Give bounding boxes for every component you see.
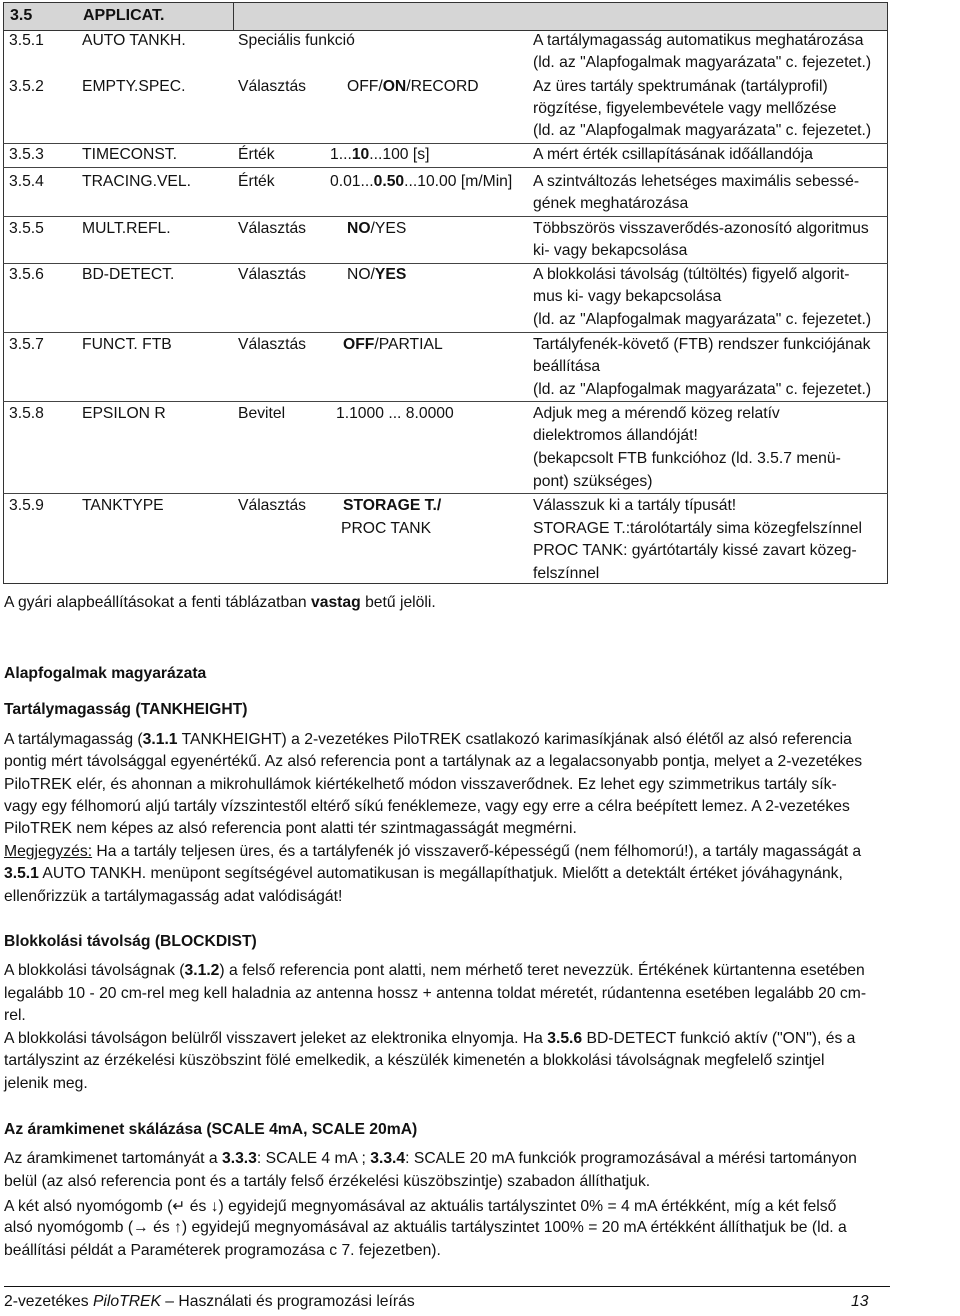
row-number: 3.5.1 [9,32,44,49]
row-value: STORAGE T./ [343,497,442,514]
row-desc-line: dielektromos állandóját! [533,427,698,444]
row-desc-line: A tartálymagasság automatikus meghatározása [533,32,864,49]
row-kind: Érték [238,173,275,190]
row-desc-line: A mért érték csillapításának időállandója [533,146,813,163]
section-number: 3.5 [10,7,33,24]
row-kind: Választás [238,220,307,237]
paragraph-line: alsó nyomógomb (→ és ↑) egyidejű megnyomásával az aktuális tartályszintet 100% = 20 mA értékként állíthatjuk be (ld. a [4,1219,847,1236]
row-divider [3,167,888,168]
paragraph-line: vagy egy félhomorú aljú tartály vízszintestől eltérő síkú fenéklemeze, vagy egy erre a célra beépített lemez. A 2-vezetékes [4,798,850,815]
row-desc-line: felszínnel [533,565,600,582]
row-number: 3.5.4 [9,173,44,190]
paragraph-line: jelenik meg. [4,1075,88,1092]
row-value-line2: PROC TANK [341,520,432,537]
row-name: FUNCT. FTB [82,336,172,353]
row-divider [3,332,888,333]
footer-title: 2-vezetékes PiloTREK – Használati és programozási leírás [4,1293,415,1310]
paragraph-line: A blokkolási távolságnak (3.1.2) a felső referencia pont alatti, nem mérhető teret nevezzük. Értékének kürtantenna esetében [4,962,865,979]
paragraph-line: A két alsó nyomógomb (↵ és ↓) egyidejű megnyomásával az aktuális tartályszintet 0% = 4 mA értékként, míg a két felső [4,1198,837,1215]
paragraph-line: tartályszint az érzékelési küszöbszint fölé emelkedik, a készülék kimenetén a blokkolási távolságnak megfelelő szintjel [4,1052,825,1069]
row-number: 3.5.3 [9,146,44,163]
paragraph-line: Az áramkimenet tartományát a 3.3.3: SCALE 4 mA ; 3.3.4: SCALE 20 mA funkciók programozásával a mérési tartományon [4,1150,857,1167]
paragraph-line: ellenőrizzük a tartálymagasság adat valódiságát! [4,888,343,905]
page-number: 13 [851,1293,869,1310]
row-desc-line: PROC TANK: gyártótartály kissé zavart közeg- [533,542,857,559]
row-desc-line: Többszörös visszaverődés-azonosító algoritmus [533,220,869,237]
paragraph-line: belül (az alsó referencia pont és a tartály felső érzékelési küszöbszintje) szabadon állíthatjuk. [4,1173,651,1190]
paragraph-line: A blokkolási távolságon belülről visszavert jeleket az elektronika elnyomja. Ha 3.5.6 BD-DETECT funkció aktív ("ON"), és a [4,1030,856,1047]
tankheight-heading: Tartálymagasság (TANKHEIGHT) [4,701,248,718]
paragraph-line: beállítási példát a Paraméterek programozása c 7. fejezetben). [4,1242,441,1259]
row-divider [3,216,888,217]
row-desc-line: gének meghatározása [533,195,689,212]
paragraph-line: legalább 10 - 20 cm-rel meg kell haladnia az antenna hossz + antenna toldat méretét, rúdantenna esetében legalább 20 cm- [4,985,867,1002]
section-title: APPLICAT. [83,7,165,24]
paragraph-line: PiloTREK nem képes az alsó referencia pont alatti tér szintmagasságát megmérni. [4,820,577,837]
row-number: 3.5.5 [9,220,44,237]
row-desc-line: (ld. az "Alapfogalmak magyarázata" c. fejezetet.) [533,311,872,328]
row-desc-line: beállítása [533,358,601,375]
row-kind: Bevitel [238,405,286,422]
row-value: NO/YES [347,266,407,283]
row-name: EMPTY.SPEC. [82,78,186,95]
row-desc-line: (ld. az "Alapfogalmak magyarázata" c. fejezetet.) [533,122,872,139]
scale-heading: Az áramkimenet skálázása (SCALE 4mA, SCALE 20mA) [4,1121,418,1138]
paragraph-line: PiloTREK elér, és ahonnan a mikrohullámok kiértékelhető módon visszaverődnek. Ez lehet egy szimmetrikus tartály sík- [4,776,837,793]
row-desc-line: STORAGE T.:tárolótartály sima közegfelszínnel [533,520,862,537]
table-title-row [3,2,888,31]
row-kind: Választás [238,78,307,95]
table-note: A gyári alapbeállításokat a fenti táblázatban vastag betű jelöli. [4,594,436,611]
title-divider [233,3,234,31]
row-value: NO/YES [347,220,407,237]
row-desc-line: pont) szükséges) [533,473,653,490]
row-kind: Választás [238,497,307,514]
row-name: AUTO TANKH. [82,32,186,49]
row-desc-line: rögzítése, figyelembevétele vagy mellőzése [533,100,837,117]
row-desc-line: Tartályfenék-követő (FTB) rendszer funkciójának [533,336,871,353]
row-name: TRACING.VEL. [82,173,191,190]
row-desc-line: A szintváltozás lehetséges maximális sebessé- [533,173,860,190]
row-desc-line: (ld. az "Alapfogalmak magyarázata" c. fejezetet.) [533,381,872,398]
row-desc-line: Válasszuk ki a tartály típusát! [533,497,737,514]
row-divider [3,493,888,494]
row-desc-line: ki- vagy bekapcsolása [533,242,688,259]
row-number: 3.5.6 [9,266,44,283]
row-value: 1.1000 ... 8.0000 [336,405,454,422]
row-desc-line: A blokkolási távolság (túltöltés) figyelő algorit- [533,266,850,283]
row-value: OFF/ON/RECORD [347,78,479,95]
row-value: OFF/PARTIAL [343,336,443,353]
row-desc-line: Az üres tartály spektrumának (tartályprofil) [533,78,828,95]
row-desc-line: Adjuk meg a mérendő közeg relatív [533,405,780,422]
paragraph-line: pontig mért távolsággal egyenértékű. Az alsó referencia pont a tartálynak az a legalacsonyabb pontja, melyet a 2-vezetékes [4,753,863,770]
row-divider [3,401,888,402]
paragraph-line: A tartálymagasság (3.1.1 TANKHEIGHT) a 2-vezetékes PiloTREK csatlakozó karimasíkjának alsó élétől az alsó referencia [4,731,852,748]
row-name: BD-DETECT. [82,266,175,283]
row-number: 3.5.9 [9,497,44,514]
row-name: TIMECONST. [82,146,177,163]
row-kind: Választás [238,336,307,353]
blockdist-heading: Blokkolási távolság (BLOCKDIST) [4,933,257,950]
row-desc-line: (ld. az "Alapfogalmak magyarázata" c. fejezetet.) [533,54,872,71]
row-kind: Érték [238,146,275,163]
paragraph-line: Megjegyzés: Ha a tartály teljesen üres, és a tartályfenék jó visszaverő-képességű (nem félhomorú!), a tartály magasságát a [4,843,862,860]
row-desc-line: mus ki- vagy bekapcsolása [533,288,722,305]
row-name: MULT.REFL. [82,220,171,237]
basics-heading: Alapfogalmak magyarázata [4,665,207,682]
row-kind: Választás [238,266,307,283]
row-number: 3.5.2 [9,78,44,95]
paragraph-line: 3.5.1 AUTO TANKH. menüpont segítségével automatikusan is megállapíthatjuk. Mielőtt a detektált értéket jóváhagynánk, [4,865,843,882]
row-number: 3.5.7 [9,336,44,353]
row-name: TANKTYPE [82,497,164,514]
row-value: 1...10...100 [s] [330,146,430,163]
row-number: 3.5.8 [9,405,44,422]
row-kind: Speciális funkció [238,32,355,49]
row-value: 0.01...0.50...10.00 [m/Min] [330,173,513,190]
row-desc-line: (bekapcsolt FTB funkcióhoz (ld. 3.5.7 menü- [533,450,841,467]
paragraph-line: rel. [4,1007,26,1024]
row-name: EPSILON R [82,405,166,422]
footer-rule [4,1286,890,1287]
